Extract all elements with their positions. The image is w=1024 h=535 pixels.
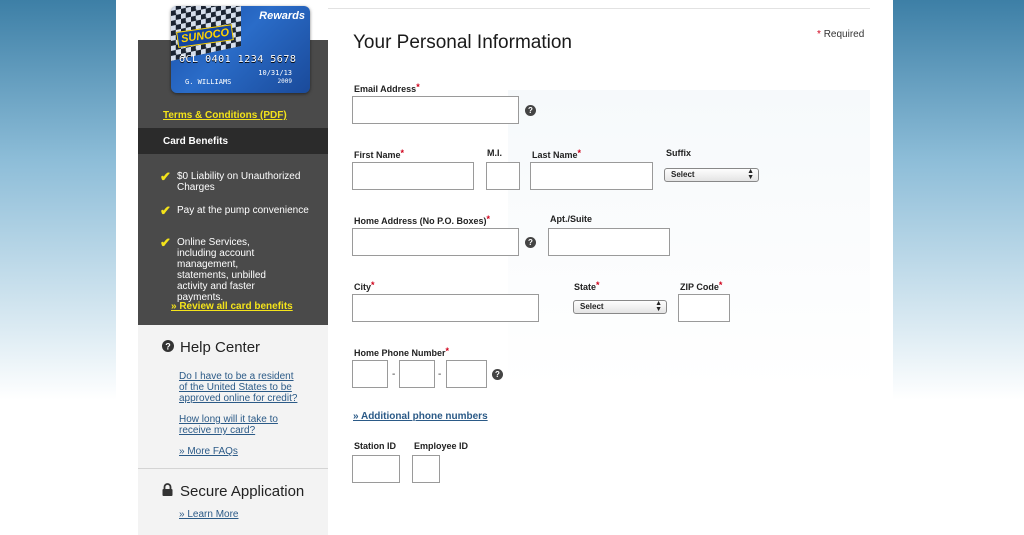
email-field[interactable] [352, 96, 519, 124]
first-name-label-text: First Name [354, 150, 401, 160]
benefit-item [160, 237, 320, 303]
required-asterisk: * [718, 280, 723, 290]
svg-text:?: ? [165, 341, 171, 352]
benefit-text: $0 Liability on Unauthorized Charges [177, 171, 301, 193]
station-id-label: Station ID [354, 441, 396, 451]
review-benefits-link[interactable]: » Review all card benefits [171, 301, 293, 312]
phone-line-number-field[interactable] [446, 360, 487, 388]
suffix-select[interactable] [664, 168, 759, 182]
employee-id-field[interactable] [412, 455, 440, 483]
credit-card-image [171, 6, 310, 93]
select-arrows-icon: ▲ ▼ [655, 300, 662, 313]
state-select-value: Select [580, 302, 604, 311]
last-name-field[interactable] [530, 162, 653, 190]
card-expiry: 10/31/13 [258, 69, 292, 77]
card-holder-name: G. WILLIAMS [185, 78, 232, 86]
home-address-label [354, 214, 490, 226]
required-asterisk: * [596, 280, 600, 290]
card-benefits-header: Card Benefits [138, 128, 328, 154]
benefit-item [160, 171, 320, 193]
state-label [574, 280, 600, 292]
required-asterisk: * [486, 214, 491, 224]
divider [328, 8, 870, 9]
suffix-select-value: Select [671, 170, 695, 179]
required-legend-text: Required [823, 29, 865, 40]
help-center-title [162, 339, 260, 356]
faq-card-delivery-link[interactable]: How long will it take to receive my card? [179, 414, 278, 436]
home-phone-label-text: Home Phone Number [354, 348, 446, 358]
required-asterisk: * [445, 346, 450, 356]
lock-icon [162, 483, 176, 500]
city-field[interactable] [352, 294, 539, 322]
phone-help-icon[interactable]: ? [492, 369, 503, 380]
zip-label-text: ZIP Code [680, 282, 719, 292]
required-asterisk: * [817, 29, 821, 40]
required-asterisk: * [400, 148, 405, 158]
terms-conditions-link[interactable]: Terms & Conditions (PDF) [163, 110, 287, 121]
faq-residency-link[interactable]: Do I have to be a resident of the United States to be approved online for credit? [179, 371, 298, 404]
benefit-text: Pay at the pump convenience [177, 205, 309, 216]
phone-area-code-field[interactable] [352, 360, 388, 388]
personal-info-form [328, 0, 893, 535]
divider [138, 468, 328, 469]
last-name-label [532, 148, 581, 160]
sidebar [138, 0, 328, 535]
email-label-text: Email Address [354, 84, 417, 94]
city-label [354, 280, 375, 292]
card-year: 2009 [277, 78, 292, 85]
email-help-icon[interactable]: ? [525, 105, 536, 116]
select-arrows-icon: ▲ ▼ [747, 168, 754, 181]
card-brand-logo: SUNOCO [176, 24, 234, 48]
benefit-item [160, 205, 320, 216]
secure-application-label: Secure Application [180, 483, 305, 500]
home-phone-label [354, 346, 449, 358]
city-label-text: City [354, 282, 372, 292]
zip-code-field[interactable] [678, 294, 730, 322]
middle-initial-field[interactable] [486, 162, 520, 190]
page-container [116, 0, 893, 535]
card-number: 6CL 0401 1234 5678 [179, 54, 297, 65]
zip-label [680, 280, 722, 292]
phone-dash: - [392, 369, 396, 380]
apt-suite-field[interactable] [548, 228, 670, 256]
required-asterisk: * [416, 82, 420, 92]
home-address-field[interactable] [352, 228, 519, 256]
learn-more-link[interactable]: » Learn More [179, 509, 239, 520]
required-asterisk: * [577, 148, 582, 158]
checkmark-icon: ✔ [160, 235, 171, 250]
phone-prefix-field[interactable] [399, 360, 435, 388]
additional-phone-numbers-link[interactable]: » Additional phone numbers [353, 411, 488, 422]
email-label [354, 82, 420, 94]
card-rewards-label: Rewards [259, 10, 305, 22]
phone-dash: - [438, 369, 442, 380]
address-help-icon[interactable]: ? [525, 237, 536, 248]
mi-label: M.I. [487, 148, 502, 158]
station-id-field[interactable] [352, 455, 400, 483]
more-faqs-link[interactable]: » More FAQs [179, 446, 238, 457]
apt-suite-label: Apt./Suite [550, 214, 592, 224]
help-circle-icon [162, 339, 176, 356]
checkmark-icon: ✔ [160, 169, 171, 184]
employee-id-label: Employee ID [414, 441, 469, 451]
first-name-label [354, 148, 404, 160]
last-name-label-text: Last Name [532, 150, 578, 160]
page-title: Your Personal Information [353, 32, 572, 53]
state-select[interactable] [573, 300, 667, 314]
secure-application-title [162, 483, 304, 500]
home-address-label-text: Home Address (No P.O. Boxes) [354, 216, 487, 226]
checkmark-icon: ✔ [160, 203, 171, 218]
state-label-text: State [574, 282, 597, 292]
benefit-text: Online Services, including account management, statements, unbilled activity and faster payments. [177, 237, 266, 303]
required-legend [817, 29, 864, 40]
suffix-label: Suffix [666, 148, 692, 158]
help-center-label: Help Center [180, 339, 261, 356]
first-name-field[interactable] [352, 162, 474, 190]
required-asterisk: * [371, 280, 375, 290]
